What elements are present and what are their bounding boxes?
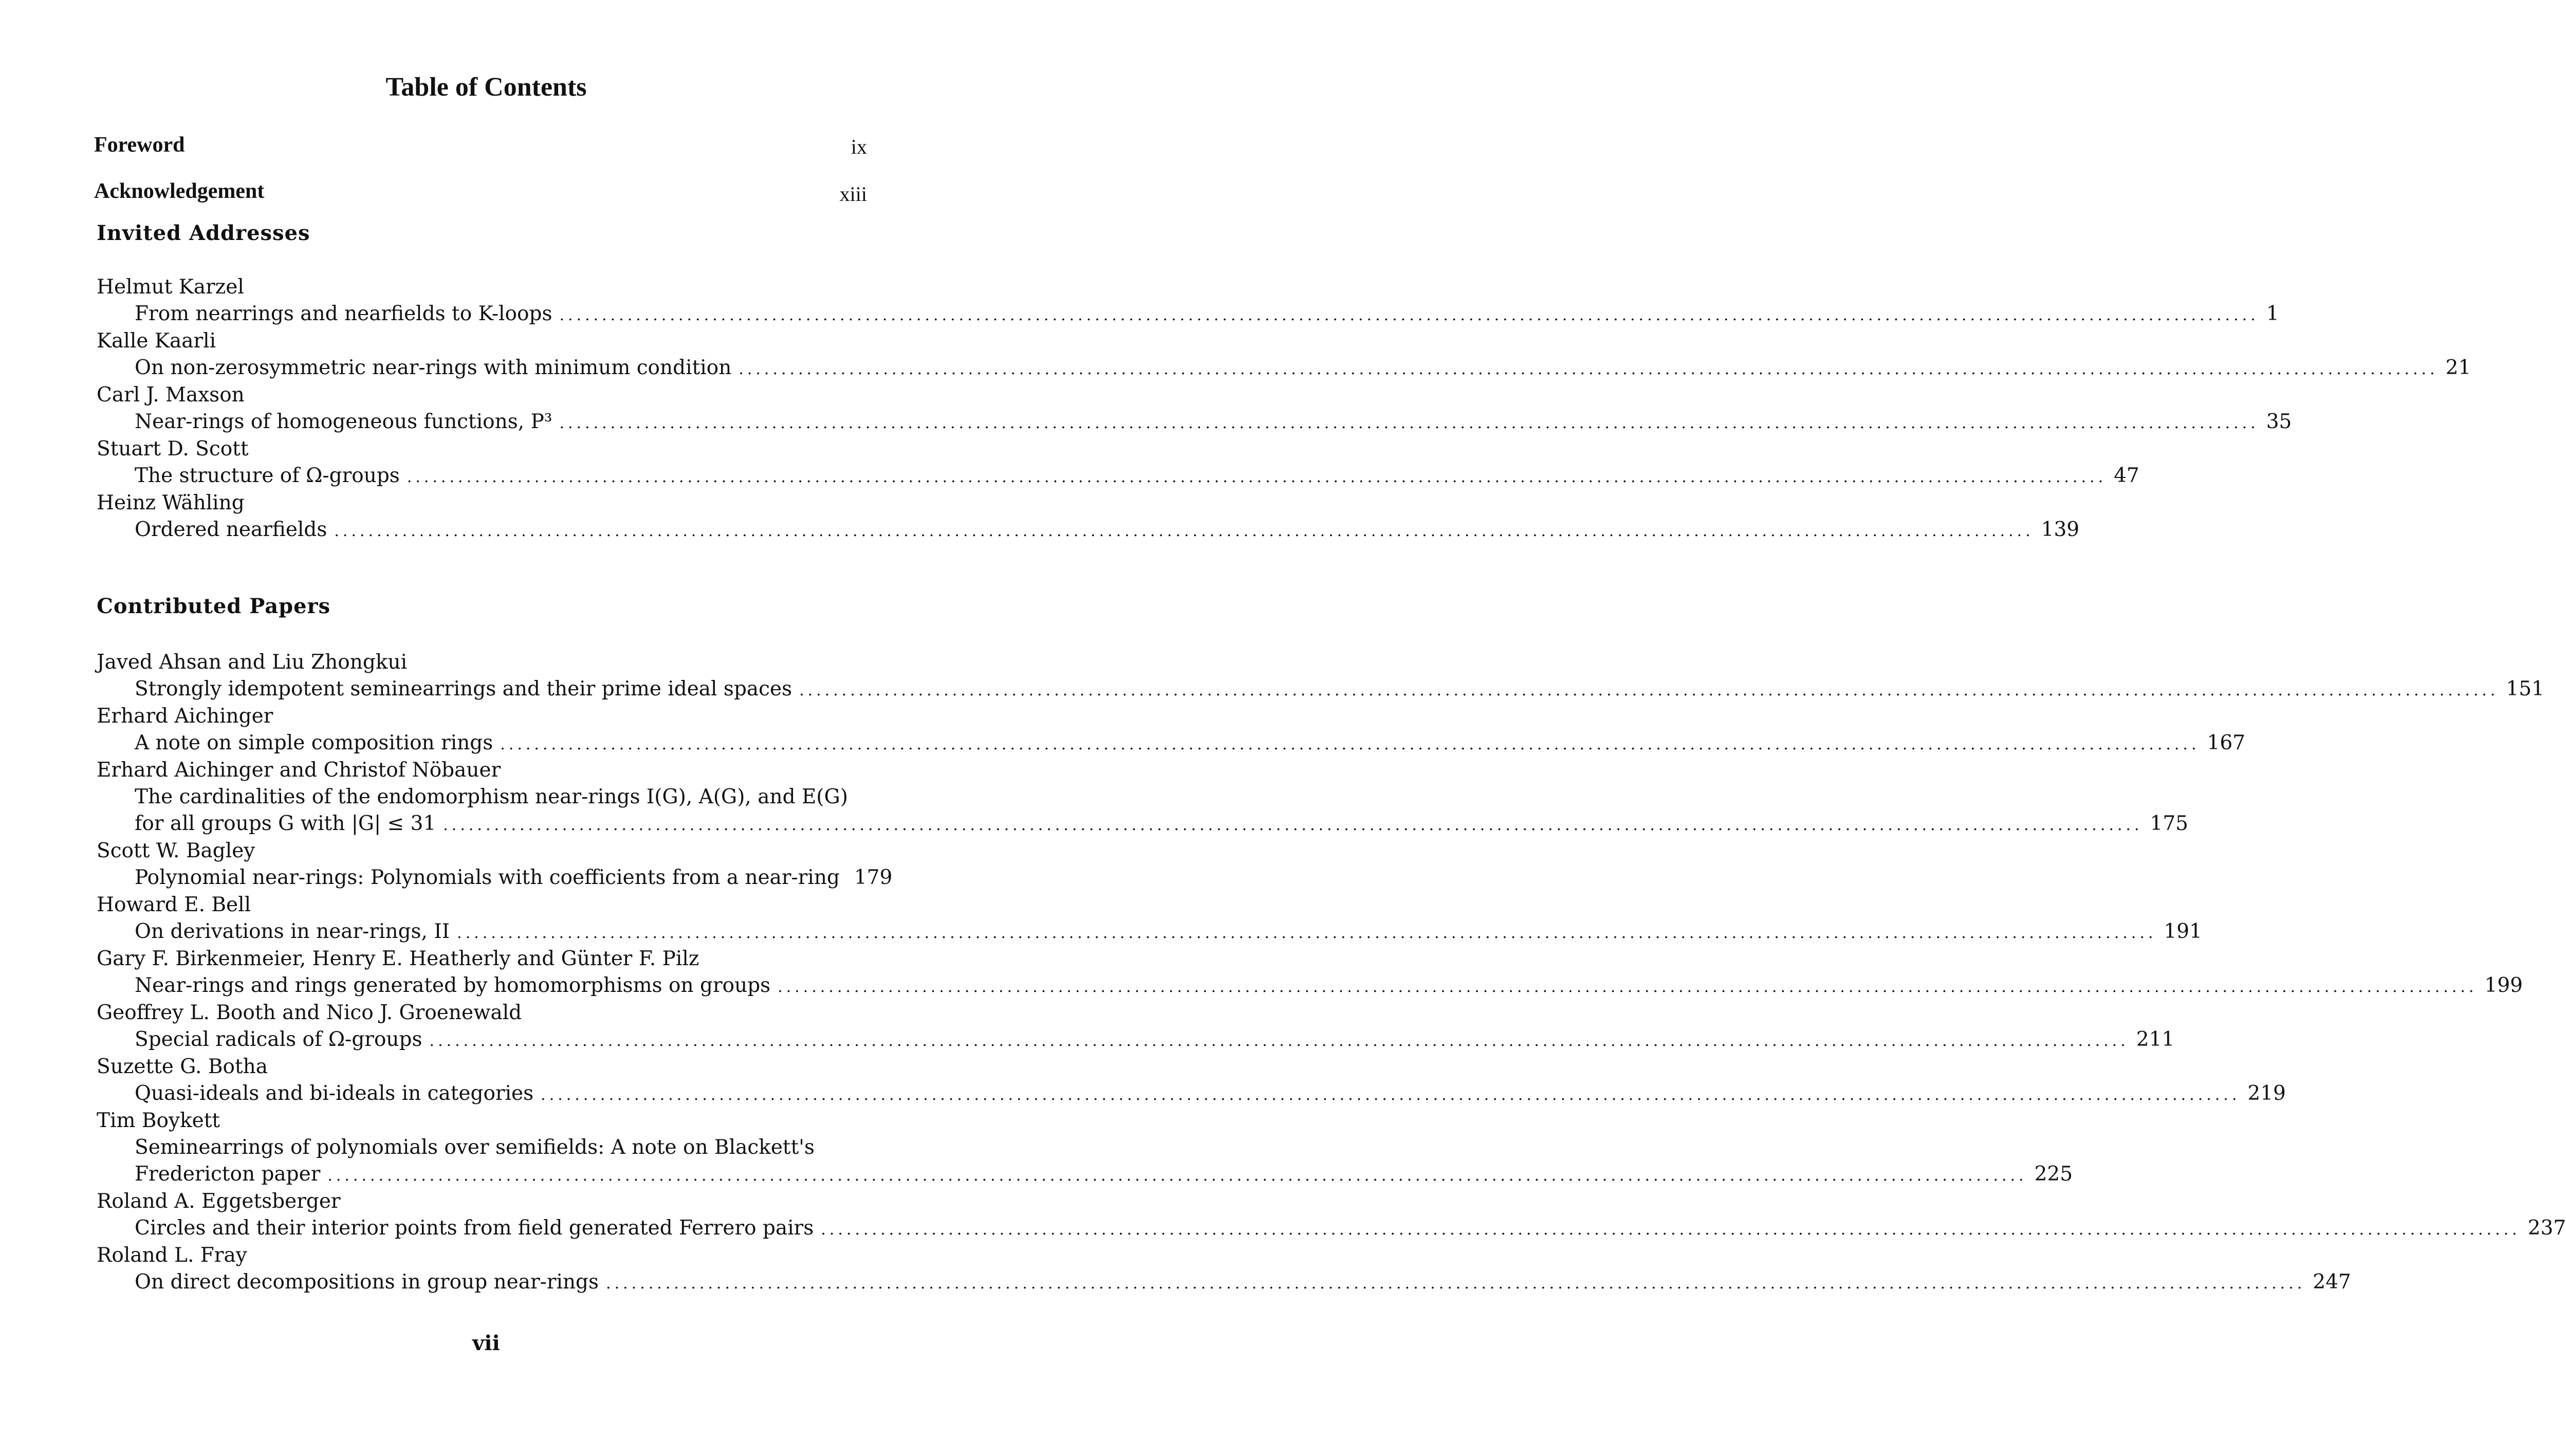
entry-page: 179: [854, 866, 893, 889]
toc-entry: [135, 812, 2188, 835]
entry-page: 191: [2164, 920, 2202, 943]
toc-entry: [135, 302, 2279, 325]
contributed-author: Roland L. Fray: [97, 1244, 247, 1267]
entry-page: 139: [2041, 518, 2080, 541]
entry-page: 211: [2136, 1028, 2175, 1051]
invited-author: Helmut Karzel: [97, 275, 244, 299]
page-number: vii: [472, 1331, 500, 1355]
entry-title: On direct decompositions in group near-rings: [135, 1270, 599, 1294]
contributed-author: Gary F. Birkenmeier, Henry E. Heatherly and Günter F. Pilz: [97, 947, 699, 970]
toc-entry: [135, 677, 2544, 701]
entry-page: 47: [2114, 464, 2139, 487]
entry-page: 35: [2266, 410, 2292, 433]
entry-title: On derivations in near-rings, II: [135, 920, 450, 943]
entry-page: 225: [2034, 1163, 2073, 1186]
leader-dots: ........................................................................................................................................................................................................: [606, 1275, 2306, 1293]
entry-title: Strongly idempotent seminearrings and their prime ideal spaces: [135, 677, 792, 701]
entry-title: A note on simple composition rings: [135, 731, 493, 754]
leader-dots: ........................................................................................................................................................................................................: [739, 360, 2439, 378]
acknowledgement-label: Acknowledgement: [94, 179, 265, 203]
entry-title: Near-rings of homogeneous functions, P³: [135, 410, 552, 433]
entry-title: On non-zerosymmetric near-rings with minimum condition: [135, 356, 732, 379]
contributed-author: Suzette G. Botha: [97, 1055, 268, 1078]
contributed-author: Howard E. Bell: [97, 893, 251, 916]
entry-title: Polynomial near-rings: Polynomials with coefficients from a near-ring: [135, 866, 840, 889]
contributed-author: Scott W. Bagley: [97, 839, 255, 862]
entry-title: Special radicals of Ω-groups: [135, 1028, 422, 1051]
entry-title: Quasi-ideals and bi-ideals in categories: [135, 1082, 534, 1105]
invited-heading: Invited Addresses: [97, 221, 310, 245]
leader-dots: ........................................................................................................................................................................................................: [443, 816, 2143, 834]
entry-title: From nearrings and nearfields to K-loops: [135, 302, 552, 325]
leader-dots: ........................................................................................................................................................................................................: [559, 306, 2259, 324]
entry-page: 199: [2484, 974, 2523, 997]
leader-dots: ........................................................................................................................................................................................................: [407, 468, 2107, 486]
entry-page: 151: [2506, 677, 2544, 701]
contributed-author: Erhard Aichinger and Christof Nöbauer: [97, 759, 501, 782]
invited-author: Stuart D. Scott: [97, 437, 249, 460]
entry-page: 175: [2150, 812, 2188, 835]
entry-page: 21: [2445, 356, 2471, 379]
toc-entry: [135, 866, 893, 889]
toc-entry: [135, 1217, 2566, 1240]
toc-entry: [135, 731, 2245, 754]
contributed-author: Tim Boykett: [97, 1109, 220, 1132]
toc-entry: [135, 920, 2202, 943]
foreword-page: ix: [851, 135, 867, 158]
page-title: Table of Contents: [385, 72, 587, 102]
leader-dots: ........................................................................................................................................................................................................: [500, 735, 2200, 753]
entry-page: 167: [2207, 731, 2245, 754]
leader-dots: ........................................................................................................................................................................................................: [799, 681, 2499, 699]
leader-dots: ........................................................................................................................................................................................................: [541, 1086, 2241, 1104]
toc-entry: [135, 518, 2080, 541]
leader-dots: ........................................................................................................................................................................................................: [334, 522, 2034, 540]
entry-title: Fredericton paper: [135, 1163, 321, 1186]
contributed-author: Geoffrey L. Booth and Nico J. Groenewald: [97, 1001, 522, 1024]
contributed-author: Erhard Aichinger: [97, 705, 273, 728]
entry-page: 1: [2266, 302, 2279, 325]
leader-dots: ........................................................................................................................................................................................................: [559, 414, 2259, 432]
toc-entry: [135, 356, 2471, 379]
leader-dots: ........................................................................................................................................................................................................: [457, 924, 2157, 942]
toc-entry: [135, 1028, 2175, 1051]
entry-page: 237: [2527, 1217, 2566, 1240]
entry-title: Near-rings and rings generated by homomorphisms on groups: [135, 974, 771, 997]
toc-entry: [135, 1270, 2351, 1294]
acknowledgement-page: xiii: [839, 182, 867, 206]
leader-dots: ........................................................................................................................................................................................................: [429, 1032, 2129, 1050]
entry-title-line1: Seminearrings of polynomials over semifields: A note on Blackett's: [135, 1136, 815, 1159]
invited-author: Kalle Kaarli: [97, 329, 216, 353]
entry-page: 219: [2247, 1082, 2286, 1105]
contributed-heading: Contributed Papers: [97, 594, 331, 618]
entry-page: 247: [2313, 1270, 2351, 1294]
contributed-author: Roland A. Eggetsberger: [97, 1190, 341, 1213]
invited-author: Heinz Wähling: [97, 491, 245, 514]
toc-entry: [135, 410, 2292, 433]
toc-entry: [135, 1163, 2073, 1186]
entry-title-line1: The cardinalities of the endomorphism near-rings I(G), A(G), and E(G): [135, 785, 848, 808]
entry-title: Ordered nearfields: [135, 518, 327, 541]
toc-entry: [135, 974, 2523, 997]
entry-title: for all groups G with |G| ≤ 31: [135, 812, 436, 835]
contributed-author: Javed Ahsan and Liu Zhongkui: [97, 651, 408, 674]
leader-dots: ........................................................................................................................................................................................................: [778, 978, 2478, 996]
toc-entry: [135, 1082, 2286, 1105]
entry-title: Circles and their interior points from field generated Ferrero pairs: [135, 1217, 814, 1240]
entry-title: The structure of Ω-groups: [135, 464, 400, 487]
leader-dots: ........................................................................................................................................................................................................: [327, 1167, 2027, 1185]
foreword-label: Foreword: [94, 133, 185, 157]
leader-dots: ........................................................................................................................................................................................................: [821, 1221, 2521, 1239]
toc-entry: [135, 464, 2139, 487]
invited-author: Carl J. Maxson: [97, 383, 245, 407]
